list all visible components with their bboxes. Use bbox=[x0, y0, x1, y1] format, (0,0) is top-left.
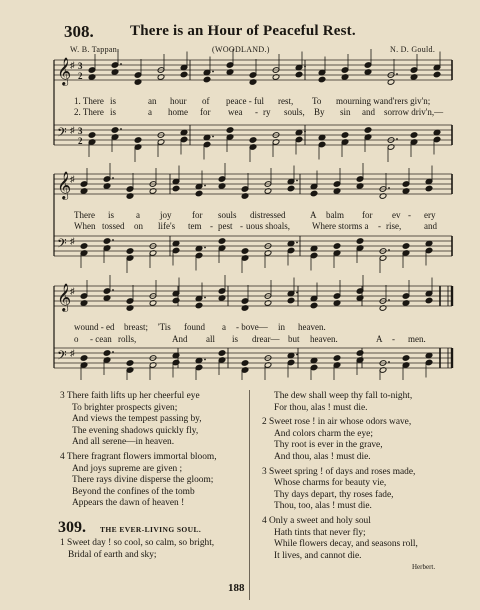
verse-line: To brighter prospects given; bbox=[72, 402, 178, 413]
lyric-syllable: found bbox=[184, 322, 205, 332]
hymn-309-lines bbox=[60, 538, 214, 561]
note-dot bbox=[396, 73, 398, 75]
note-dot bbox=[112, 177, 114, 179]
note-dot bbox=[204, 359, 206, 361]
note-head bbox=[203, 76, 211, 83]
note-head bbox=[356, 350, 364, 357]
lyric-syllable: for bbox=[362, 210, 373, 220]
lyric-syllable: heaven. bbox=[298, 322, 326, 332]
note-head bbox=[241, 360, 249, 367]
sharp-icon: ♯ bbox=[70, 348, 75, 358]
lyric-syllable: rolls, bbox=[118, 334, 137, 344]
time-signature: 2 bbox=[78, 71, 83, 81]
note-head bbox=[341, 132, 349, 139]
treble-clef-icon: 𝄞 bbox=[57, 171, 72, 199]
lyric-syllable: breast; bbox=[124, 322, 148, 332]
note-head bbox=[402, 243, 410, 250]
lyric-syllable: for bbox=[192, 210, 203, 220]
note-head bbox=[80, 355, 88, 362]
note-head bbox=[80, 243, 88, 250]
composer-credit: N. D. Gould. bbox=[390, 45, 436, 54]
note-head bbox=[103, 350, 111, 357]
note-dot bbox=[120, 63, 122, 65]
lyric-syllable: - bbox=[408, 210, 411, 220]
lyric-syllable: a bbox=[222, 322, 226, 332]
page-number: 188 bbox=[228, 582, 245, 594]
lyric-syllable: - bbox=[210, 221, 213, 231]
lyric-syllable: Where storms a bbox=[312, 221, 369, 231]
note-head bbox=[134, 137, 142, 144]
note-dot bbox=[204, 297, 206, 299]
verse-line: For thou, alas ! must die. bbox=[274, 402, 368, 413]
lyric-syllable: mourning wand'rers giv'n; bbox=[336, 96, 431, 106]
bass-clef-icon: 𝄢 bbox=[57, 236, 67, 254]
note-head bbox=[195, 302, 203, 309]
note-head bbox=[126, 248, 134, 255]
note-head bbox=[226, 127, 234, 134]
note-head bbox=[310, 302, 318, 309]
lyric-syllable: 1. There bbox=[74, 96, 104, 106]
note-head bbox=[180, 71, 188, 78]
lyric-syllable: men. bbox=[408, 334, 426, 344]
hymn-309-line-2: Bridal of earth and sky; bbox=[68, 549, 157, 560]
hymn-309-line-1: 1 Sweet day ! so cool, so calm, so bright, bbox=[60, 538, 215, 548]
verse-line: 4 There fragrant flowers immortal bloom, bbox=[60, 451, 217, 462]
note-head bbox=[318, 76, 326, 83]
note-dot bbox=[212, 136, 214, 138]
column-divider bbox=[249, 390, 250, 600]
note-head bbox=[195, 190, 203, 197]
verse-line: The evening shadows quickly fly, bbox=[72, 425, 199, 436]
lyric-syllable: for bbox=[200, 107, 211, 117]
lyric-syllable: an bbox=[148, 96, 157, 106]
note-head bbox=[218, 350, 226, 357]
treble-clef-icon: 𝄞 bbox=[57, 57, 72, 85]
lyric-syllable: wound - ed bbox=[74, 322, 115, 332]
lyric-syllable: - bbox=[378, 221, 381, 231]
lyric-syllable: tossed bbox=[102, 221, 125, 231]
lyric-syllable: is bbox=[108, 210, 115, 220]
note-head bbox=[310, 190, 318, 197]
lyric-syllable: ry bbox=[263, 107, 271, 117]
note-head bbox=[249, 137, 257, 144]
lyric-syllable: wea bbox=[228, 107, 243, 117]
lyric-syllable: on bbox=[134, 221, 143, 231]
lyric-syllable: is bbox=[110, 107, 117, 117]
lyric-syllable: rest, bbox=[278, 96, 294, 106]
note-head bbox=[111, 127, 119, 134]
bass-clef-icon: 𝄢 bbox=[57, 125, 67, 143]
lyric-syllable: rise, bbox=[386, 221, 402, 231]
lyric-syllable: all bbox=[206, 334, 215, 344]
note-head bbox=[172, 297, 180, 304]
lyric-syllable: sorrow driv'n,— bbox=[384, 107, 444, 117]
hymn-309-title: THE EVER-LIVING SOUL. bbox=[100, 525, 202, 534]
note-dot bbox=[388, 187, 390, 189]
note-head bbox=[241, 248, 249, 255]
note-head bbox=[425, 185, 433, 192]
verse-line: Hath tints that never fly; bbox=[274, 527, 366, 538]
time-signature: 2 bbox=[78, 136, 83, 146]
lyric-syllable: ery bbox=[424, 210, 436, 220]
treble-clef-icon: 𝄞 bbox=[57, 283, 72, 311]
verse-line: Thy days depart, thy roses fade, bbox=[274, 489, 394, 500]
lyric-syllable: - bbox=[240, 221, 243, 231]
sharp-icon: ♯ bbox=[70, 125, 75, 135]
verse-line: 2 Sweet rose ! in air whose odors wave, bbox=[262, 417, 412, 428]
hymn-309-number: 309. bbox=[58, 519, 86, 536]
author-credit: W. B. Tappan. bbox=[70, 45, 120, 54]
lyric-syllable: heaven. bbox=[310, 334, 338, 344]
sharp-icon: ♯ bbox=[70, 236, 75, 246]
verse-line: 3 Sweet spring ! of days and roses made, bbox=[262, 466, 416, 477]
note-head bbox=[88, 132, 96, 139]
lyric-syllable: is bbox=[232, 334, 239, 344]
lyric-syllable: life's bbox=[158, 221, 176, 231]
verse-line: Beyond the confines of the tomb bbox=[72, 486, 195, 497]
hymn-title: There is an Hour of Peaceful Rest. bbox=[130, 23, 356, 39]
lyric-syllable: A bbox=[376, 334, 383, 344]
note-head bbox=[364, 127, 372, 134]
note-dot bbox=[212, 71, 214, 73]
note-head bbox=[402, 355, 410, 362]
note-dot bbox=[396, 138, 398, 140]
note-head bbox=[356, 238, 364, 245]
note-dot bbox=[112, 351, 114, 353]
sharp-icon: ♯ bbox=[70, 286, 75, 296]
note-dot bbox=[388, 299, 390, 301]
lyric-syllable: souls, bbox=[284, 107, 305, 117]
lyric-syllable: distressed bbox=[250, 210, 286, 220]
lyric-syllable: A bbox=[310, 210, 317, 220]
note-head bbox=[295, 71, 303, 78]
note-dot bbox=[204, 247, 206, 249]
lyric-syllable: and bbox=[424, 221, 437, 231]
verse-line: And thou, alas ! must die. bbox=[274, 451, 371, 462]
lyric-syllable: hour bbox=[170, 96, 187, 106]
note-head bbox=[410, 132, 418, 139]
time-signature: 3 bbox=[78, 126, 83, 136]
lyric-syllable: And bbox=[172, 334, 188, 344]
verse-line: Herbert. bbox=[412, 563, 436, 572]
lyric-syllable: sin bbox=[340, 107, 351, 117]
sharp-icon: ♯ bbox=[70, 60, 75, 70]
lyric-syllable: and bbox=[362, 107, 375, 117]
verse-line: It lives, and cannot die. bbox=[274, 550, 362, 561]
verse-line: Appears the dawn of heaven ! bbox=[72, 498, 185, 509]
lyric-syllable: peace - ful bbox=[226, 96, 264, 106]
note-dot bbox=[296, 242, 298, 244]
lyric-syllable: souls bbox=[218, 210, 237, 220]
lyric-syllable: tem bbox=[188, 221, 202, 231]
time-signature: 3 bbox=[78, 61, 83, 71]
note-head bbox=[218, 238, 226, 245]
note-head bbox=[172, 185, 180, 192]
verse-line: There rays divine disperse the gloom; bbox=[72, 475, 214, 486]
note-dot bbox=[120, 128, 122, 130]
note-head bbox=[287, 185, 295, 192]
note-head bbox=[103, 238, 111, 245]
tune-name: (WOODLAND.) bbox=[212, 45, 270, 54]
verse-line: The dew shall weep thy fall to-night, bbox=[274, 391, 413, 401]
bass-clef-icon: 𝄢 bbox=[57, 348, 67, 366]
lyric-syllable: - cean bbox=[90, 334, 112, 344]
sharp-icon: ♯ bbox=[70, 174, 75, 184]
verse-line: And colors charm the eye; bbox=[274, 428, 373, 439]
verse-line: 4 Only a sweet and holy soul bbox=[262, 515, 371, 526]
lyric-syllable: home bbox=[168, 107, 188, 117]
note-dot bbox=[204, 185, 206, 187]
lyric-syllable: 'Tis bbox=[158, 322, 171, 332]
lyric-syllable: - bbox=[255, 107, 258, 117]
note-head bbox=[333, 355, 341, 362]
verse-line: And views the tempest passing by, bbox=[72, 414, 202, 425]
lyric-syllable: 2. There bbox=[74, 107, 104, 117]
note-dot bbox=[112, 239, 114, 241]
lyric-syllable: in bbox=[278, 322, 286, 332]
lyric-syllable: but bbox=[288, 334, 300, 344]
verse-line: Thy root is ever in the grave, bbox=[274, 440, 383, 451]
lyric-syllable: - bbox=[392, 334, 395, 344]
note-head bbox=[287, 297, 295, 304]
note-head bbox=[333, 243, 341, 250]
lyric-syllable: By bbox=[314, 107, 325, 117]
note-dot bbox=[112, 289, 114, 291]
lyric-syllable: a bbox=[136, 210, 140, 220]
lyric-syllable: uous shoals, bbox=[246, 221, 291, 231]
lyric-syllable: a bbox=[148, 107, 152, 117]
lyric-syllable: ev bbox=[392, 210, 401, 220]
lyric-syllable: - bove— bbox=[236, 322, 268, 332]
lyric-syllable: o bbox=[74, 334, 79, 344]
lyric-syllable: drear— bbox=[252, 334, 280, 344]
verses-right-column bbox=[262, 391, 435, 574]
note-head bbox=[126, 360, 134, 367]
note-dot bbox=[296, 180, 298, 182]
lyric-syllable: When bbox=[74, 221, 96, 231]
verse-line: While flowers decay, and seasons roll, bbox=[274, 539, 418, 550]
lyric-syllable: pest bbox=[218, 221, 233, 231]
note-head bbox=[425, 297, 433, 304]
verse-line: 3 There faith lifts up her cheerful eye bbox=[60, 391, 200, 401]
lyric-syllable: of bbox=[202, 96, 210, 106]
note-head bbox=[433, 71, 441, 78]
verse-line: Thou, too, alas ! must die. bbox=[274, 501, 372, 512]
verse-line: And all serene—in heaven. bbox=[72, 437, 175, 448]
verses-left-column bbox=[60, 391, 217, 510]
lyric-syllable: There bbox=[74, 210, 95, 220]
verse-line: And joys supreme are given ; bbox=[72, 463, 183, 474]
hymn-number: 308. bbox=[64, 22, 94, 41]
lyric-syllable: is bbox=[110, 96, 117, 106]
lyric-syllable: balm bbox=[326, 210, 344, 220]
note-dot bbox=[388, 249, 390, 251]
lyric-syllable: To bbox=[312, 96, 322, 106]
verse-line: Whose charms for beauty vie, bbox=[274, 478, 387, 489]
lyric-syllable: joy bbox=[160, 210, 172, 220]
note-dot bbox=[388, 361, 390, 363]
